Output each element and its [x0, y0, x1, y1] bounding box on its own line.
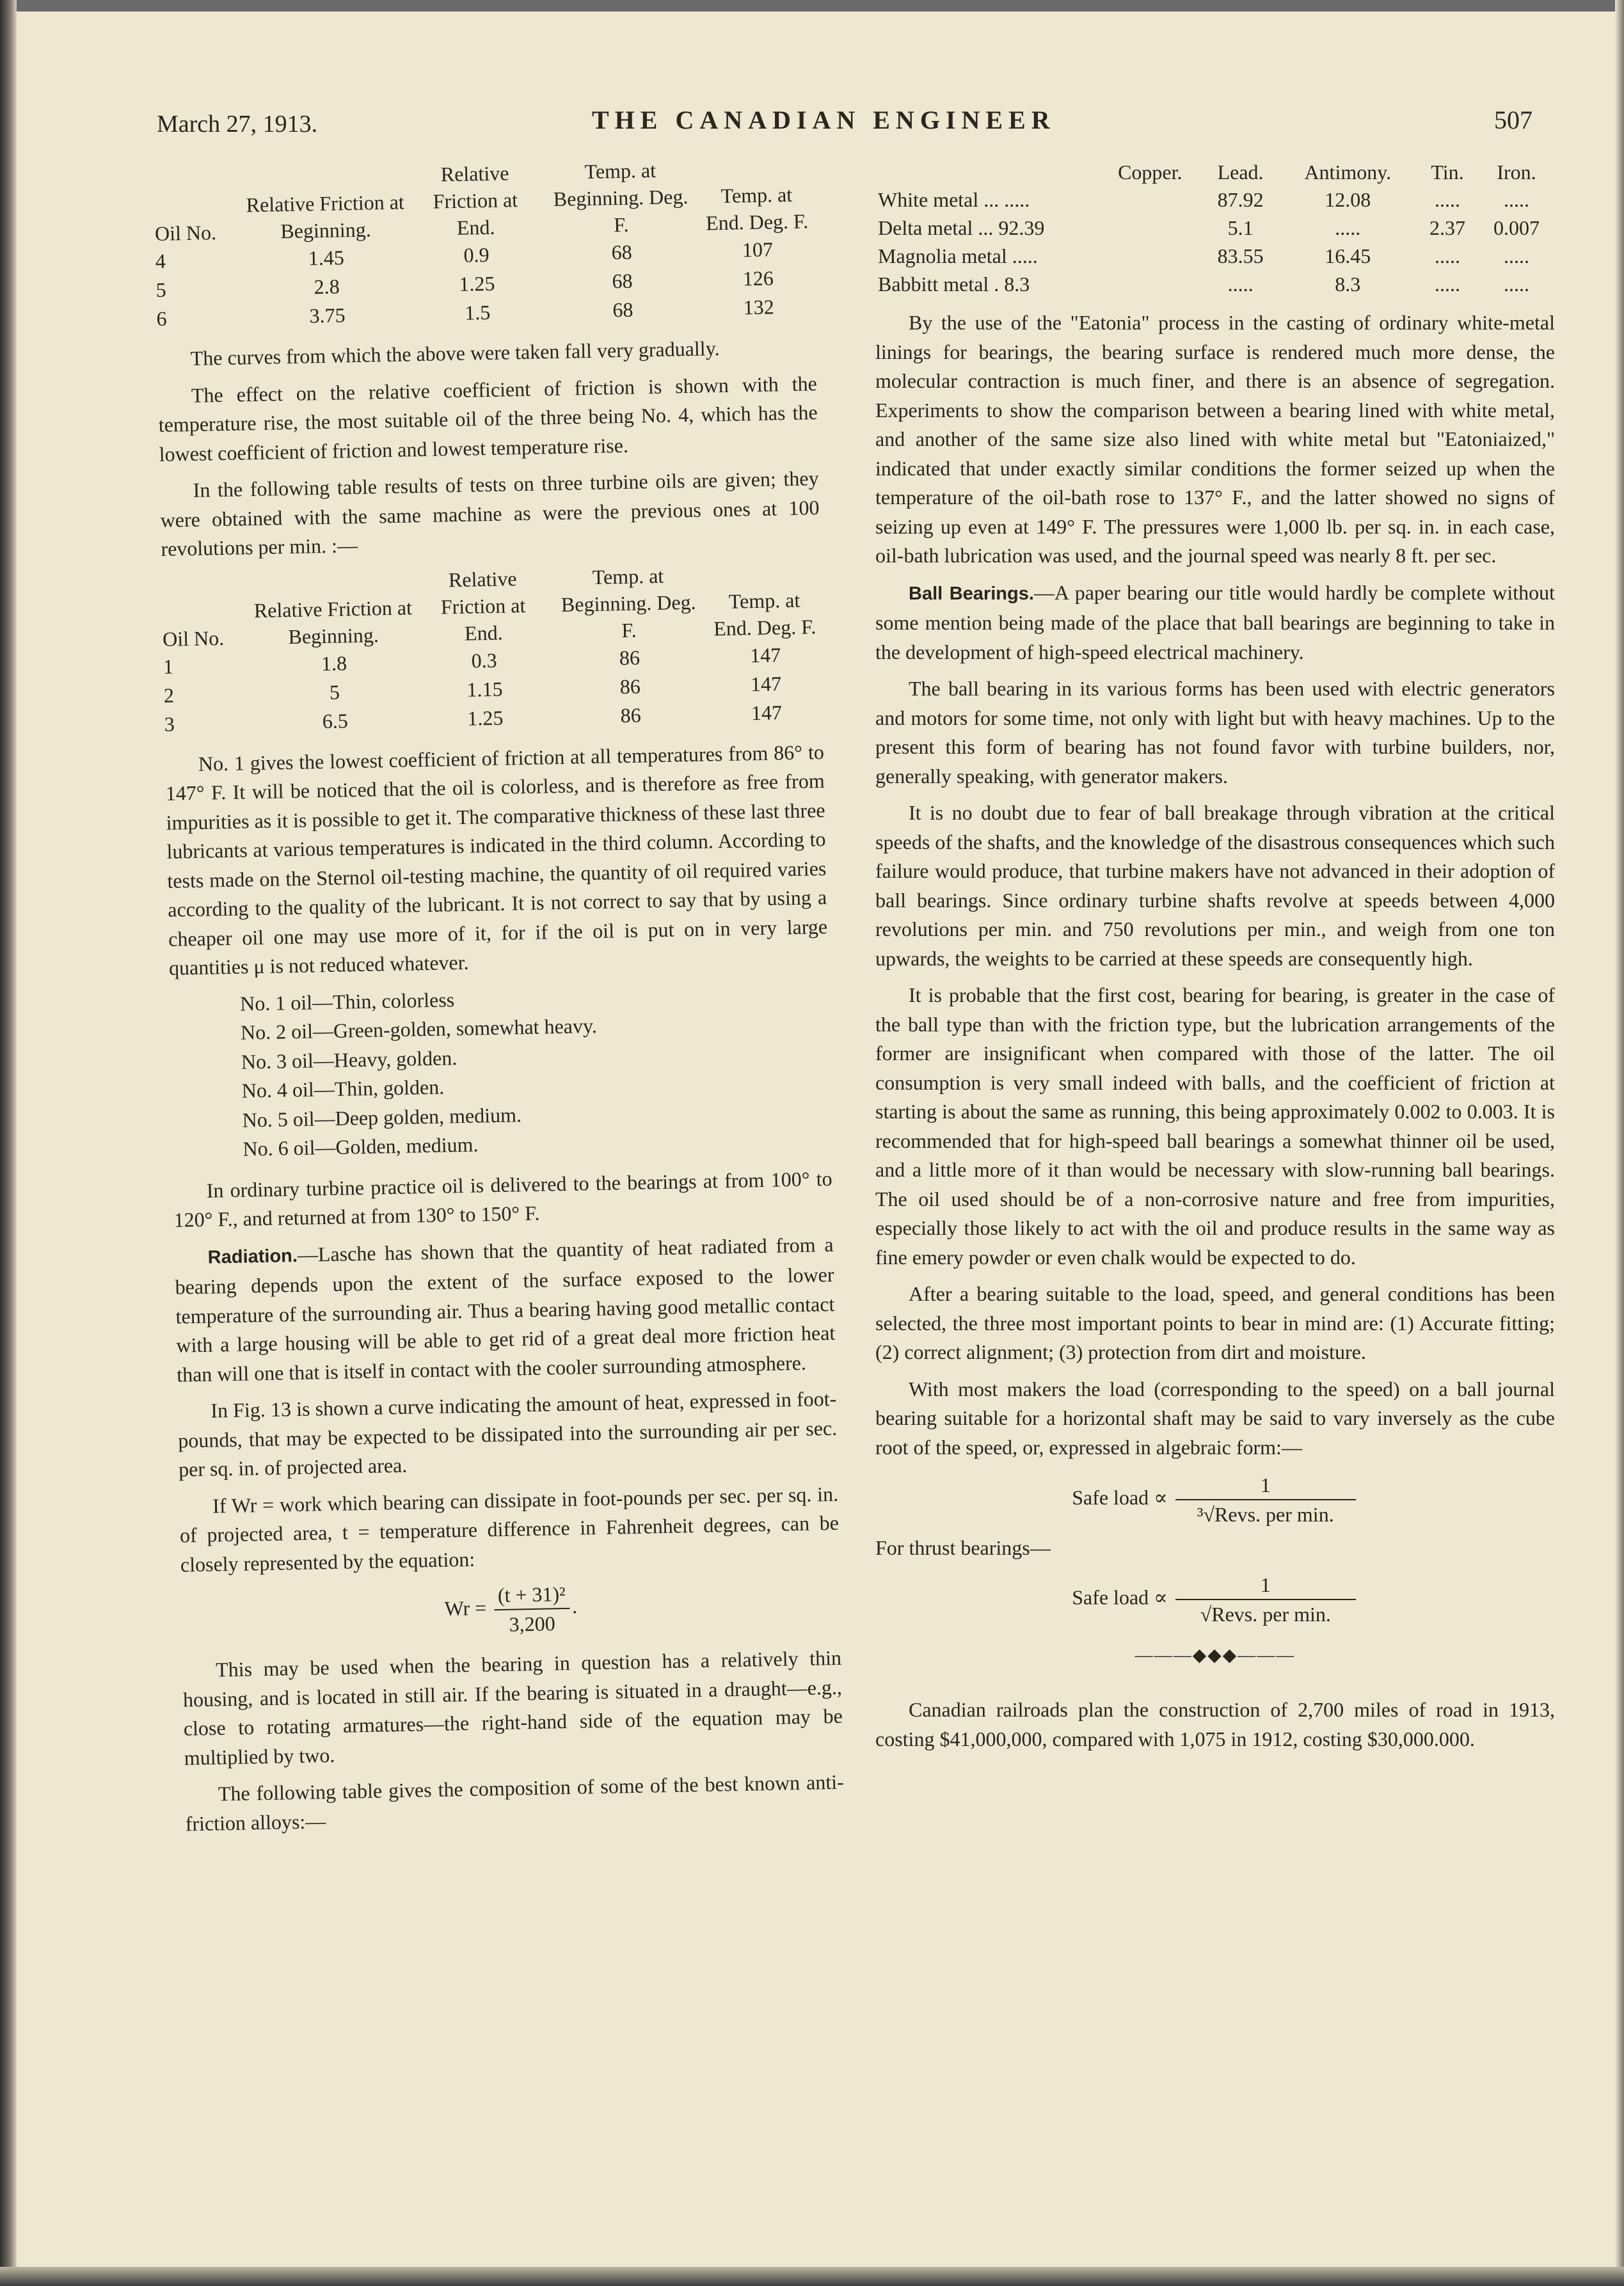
table-cell: 1.8: [321, 651, 347, 675]
section-heading-radiation: Radiation.: [207, 1245, 298, 1268]
table-cell: [1098, 214, 1202, 242]
table-cell: 86: [619, 646, 641, 669]
table-cell: 1.5: [464, 300, 491, 324]
col-header-temp-begin: Temp. at Beginning. Deg. F.: [553, 158, 689, 237]
table-cell: 107: [742, 237, 774, 262]
list-item: No. 3 oil—Heavy, golden.: [241, 1045, 458, 1074]
journal-title: THE CANADIAN ENGINEER: [592, 106, 1056, 134]
table-cell: 1.25: [459, 271, 495, 296]
left-column: [154, 154, 845, 1846]
journal-load-equation: [875, 1471, 1555, 1528]
table-cell: 68: [612, 298, 633, 322]
table-cell: [1098, 270, 1202, 298]
paragraph: [875, 578, 1555, 667]
equation-numerator: 1: [1260, 1473, 1271, 1496]
col-header-tin: Tin.: [1431, 161, 1464, 184]
table-cell: White metal ... .....: [878, 188, 1030, 211]
table-cell: 5: [155, 278, 167, 301]
table-row: [875, 242, 1555, 270]
table-cell: 2.37: [1429, 216, 1466, 239]
equation-denominator: 3,200: [509, 1612, 555, 1636]
table-cell: Delta metal ... 92.39: [878, 216, 1045, 239]
table-cell: Magnolia metal .....: [878, 244, 1038, 267]
equation-denominator: ³√Revs. per min.: [1197, 1503, 1334, 1526]
table-cell: 1.15: [466, 677, 503, 701]
table-cell: 0.3: [471, 648, 498, 672]
heat-dissipation-equation: [181, 1575, 841, 1645]
paragraph: The curves from which the above were taken fall very gradually.: [190, 337, 720, 370]
paragraph: Canadian railroads plan the construction of 2,700 miles of road in 1913, costing $41,000,000, compared with 1,075 in 1912, costing $30,000.000.: [875, 1698, 1555, 1750]
table-cell: [1098, 186, 1202, 214]
equation-lhs: Safe load ∝: [1072, 1585, 1168, 1608]
paragraph: The ball bearing in its various forms has been used with electric generators and motors for some time, not only with light but with heavy machines. Up to the present this form of bearing has not found favor with turbine builders, nor, generally speaking, with generator makers.: [875, 677, 1555, 788]
table-cell: .....: [1504, 273, 1529, 296]
alloy-composition-table: [875, 159, 1555, 298]
paragraph: After a bearing suitable to the load, speed, and general conditions has been selected, the three most important points to bear in mind are: (1) Accurate fitting; (2) correct alignment; (3) protection from dirt and moisture.: [875, 1282, 1555, 1363]
equation-fraction: [1173, 1571, 1358, 1628]
list-item: No. 4 oil—Thin, golden.: [241, 1075, 445, 1102]
table-header-row: [875, 159, 1555, 186]
table-row: [875, 186, 1555, 214]
table-cell: 86: [620, 703, 641, 727]
table-cell: .....: [1335, 216, 1361, 239]
section-divider-ornament: ———◆◆◆———: [1134, 1645, 1296, 1665]
paragraph: In the following table results of tests on three turbine oils are given; they were obtained with the same machine as were the previous ones at 100 revolutions per min. :—: [160, 466, 820, 560]
friction-table-oils-1-3: [161, 559, 824, 739]
col-header-antimony: Antimony.: [1304, 161, 1392, 184]
table-cell: 5.1: [1227, 216, 1254, 239]
col-header-alloy: [875, 159, 1098, 186]
table-header-row: [161, 559, 822, 653]
issue-date: March 27, 1913.: [157, 111, 318, 138]
table-cell: 2: [163, 683, 175, 707]
oil-description-list: [170, 978, 832, 1165]
equation-lhs: Safe load ∝: [1072, 1486, 1168, 1509]
table-cell: 83.55: [1217, 244, 1264, 267]
friction-table-oils-4-6: [154, 154, 816, 333]
equation-fraction: [491, 1580, 573, 1639]
table-cell: 86: [619, 674, 641, 698]
thrust-load-equation: [875, 1571, 1555, 1628]
section-heading-ball-bearings: Ball Bearings.: [909, 583, 1034, 604]
col-header-friction-end: Relative Friction at End.: [440, 566, 526, 645]
table-row: [875, 270, 1555, 298]
right-column: [875, 159, 1555, 1761]
table-cell: Babbitt metal . 8.3: [878, 273, 1030, 296]
table-cell: .....: [1435, 188, 1461, 211]
col-header-iron: Iron.: [1497, 161, 1536, 184]
table-cell: 8.3: [1335, 273, 1361, 296]
table-cell: 4: [155, 249, 166, 273]
paragraph: It is no doubt due to fear of ball breakage through vibration at the critical speeds of the shafts, and the knowledge of the disastrous consequences which such failure would produce, that turbine makers have not advanced in their adoption of ball bearings. Since ordinary turbine shafts revolve at speeds between 4,000 revolutions per min. and 750 revolutions per min., and weigh from one ton upwards, the weights to be carried at these speeds are consequently high.: [875, 801, 1555, 970]
paragraph: The effect on the relative coefficient of friction is shown with the temperature rise, the most suitable oil of the three being No. 4, which has the lowest coefficient of friction and lowest temperature rise.: [158, 371, 818, 466]
paragraph: It is probable that the first cost, bearing for bearing, is greater in the case of the ball type than with the friction type, but the lubrication arrangements of the former are insignificant when compared with those of the latter. The oil consumption is very small indeed with balls, and the coefficient of friction at starting is about the same as running, this being approximately 0.002 to 0.003. It is recommended that for high-speed ball bearings a somewhat thinner oil be used, and a little more of it than would be necessary with slow-running ball bearings. The oil used should be of a non-corrosive nature and free from impurities, especially those likely to act with the oil and produce results in the same way as fine emery powder or even chalk would be expected to do.: [875, 983, 1555, 1269]
paragraph: For thrust bearings—: [875, 1536, 1051, 1559]
page-edge-right: [1615, 0, 1624, 2286]
page-number: 507: [1494, 106, 1532, 134]
table-cell: 147: [749, 642, 781, 667]
table-cell: 1.45: [308, 246, 345, 270]
list-item: No. 2 oil—Green-golden, somewhat heavy.: [240, 1013, 598, 1044]
table-cell: 0.9: [463, 242, 490, 267]
paragraph: By the use of the "Eatonia" process in the casting of ordinary white-metal linings for bearings, the bearing surface is rendered much more dense, the molecular contraction is much finer, and there is an absence of segregation. Experiments to show the comparison between a bearing lined with white metal, and another of the same size also lined with white metal but "Eatoniaized," indicated that under exactly similar conditions the former seized up when the temperature of the oil-bath rose to 137° F., and the latter showed no signs of seizing up even at 149° F. The pressures were 1,000 lb. per sq. in. in each case, oil-bath lubrication was used, and the journal speed was nearly 8 ft. per sec.: [875, 311, 1555, 567]
paragraph-text: —A paper bearing our title would hardly be complete without some mention being made of the place that ball bearings are beginning to take in the development of high-speed electrical machinery.: [875, 580, 1556, 663]
binding-shadow: [0, 0, 17, 2286]
col-header-temp-begin: Temp. at Beginning. Deg. F.: [561, 564, 696, 642]
table-row: [875, 214, 1555, 242]
table-cell: 3.75: [309, 303, 346, 328]
table-cell: 6.5: [322, 708, 349, 733]
equation-lhs: Wr =: [444, 1596, 487, 1621]
paragraph: With most makers the load (corresponding to the speed) on a ball journal bearing suitable for a horizontal shaft may be said to vary inversely as the cube root of the speed, or, expressed in algebraic form:—: [875, 1377, 1555, 1459]
table-cell: 16.45: [1325, 244, 1371, 267]
table-cell: 87.92: [1217, 188, 1264, 211]
page-edge-bottom: [0, 2267, 1624, 2286]
page-edge-top: [0, 0, 1624, 12]
equation-numerator: 1: [1260, 1573, 1271, 1596]
table-cell: .....: [1504, 244, 1529, 267]
list-item: No. 5 oil—Deep golden, medium.: [242, 1102, 522, 1132]
paragraph: In Fig. 13 is shown a curve indicating the amount of heat, expressed in foot-pounds, that may be expected to be dissipated into the surrounding air per sec. per sq. in. of projected area.: [177, 1386, 838, 1481]
col-header-friction-begin: Relative Friction at Beginning.: [246, 190, 405, 243]
equation-period: .: [571, 1594, 578, 1618]
table-cell: 147: [750, 671, 782, 695]
paragraph: The following table gives the composition of some of the best known anti-friction alloys:—: [185, 1770, 845, 1836]
col-header-copper: Copper.: [1118, 161, 1182, 184]
equation-fraction: [1173, 1471, 1358, 1528]
table-cell: 12.08: [1325, 188, 1371, 211]
paragraph: No. 1 gives the lowest coefficient of friction at all temperatures from 86° to 147° F. It will be noticed that the oil is colorless, and is therefore as free from impurities as it is possible to get it. The comparative thickness of these last three lubricants at various temperatures is indicated in the third column. According to tests made on the Sternol oil-testing machine, the quantity of oil required varies according to the quality of the lubricant. It is not correct to say that by using a cheaper oil one may use more of it, for if the oil is put on in very large quantities μ is not reduced whatever.: [165, 740, 828, 980]
table-cell: 132: [743, 295, 775, 319]
paragraph: [174, 1230, 836, 1389]
list-item: No. 6 oil—Golden, medium.: [243, 1132, 479, 1161]
paragraph: In ordinary turbine practice oil is delivered to the bearings at from 100° to 120° F., and returned at from 130° to 150° F.: [173, 1166, 832, 1232]
table-cell: .....: [1435, 244, 1461, 267]
table-cell: 126: [742, 266, 774, 290]
col-header-lead: Lead.: [1217, 161, 1264, 184]
table-cell: 2.8: [314, 274, 340, 299]
paragraph-text: —Lasche has shown that the quantity of heat radiated from a bearing depends upon the extent of the surface exposed to the lower temperature of the surrounding air. Thus a bearing having good metallic contact with a large housing will be able to get rid of a great deal more friction heat than will one that is itself in contact with the cooler surrounding atmosphere.: [175, 1232, 836, 1386]
paragraph: This may be used when the bearing in question has a relatively thin housing, and is located in still air. If the bearing is situated in a draught—e.g., close to rotating armatures—the right-hand side of the equation may be multiplied by two.: [182, 1646, 843, 1770]
col-header-oil: Oil No.: [154, 221, 217, 245]
col-header-friction-end: Relative Friction at End.: [433, 161, 518, 239]
equation-denominator: √Revs. per min.: [1200, 1602, 1331, 1626]
table-cell: 147: [751, 700, 783, 724]
running-header: [157, 102, 1532, 141]
table-cell: 6: [156, 306, 167, 330]
table-cell: 68: [612, 269, 633, 293]
table-cell: 68: [611, 240, 633, 264]
col-header-oil: Oil No.: [162, 626, 225, 651]
list-item: No. 1 oil—Thin, colorless: [239, 987, 455, 1015]
table-cell: .....: [1227, 273, 1254, 296]
table-cell: [1098, 242, 1202, 270]
table-cell: .....: [1435, 273, 1461, 296]
table-cell: 1.25: [467, 706, 504, 730]
paragraph: If Wr = work which bearing can dissipate in foot-pounds per sec. per sq. in. of projected area, t = temperature difference in Fahrenheit degrees, can be closely represented by the equation:: [179, 1482, 840, 1576]
col-header-temp-end: Temp. at End. Deg. F.: [705, 182, 809, 235]
equation-numerator: (t + 31)²: [497, 1582, 566, 1607]
table-cell: 5: [329, 680, 340, 704]
table-cell: 3: [164, 712, 175, 736]
table-cell: .....: [1504, 188, 1529, 211]
col-header-friction-begin: Relative Friction at Beginning.: [253, 595, 413, 648]
table-header-row: [154, 154, 814, 247]
col-header-temp-end: Temp. at End. Deg. F.: [713, 588, 816, 640]
table-cell: 1: [163, 655, 174, 678]
table-cell: 0.007: [1493, 216, 1540, 239]
